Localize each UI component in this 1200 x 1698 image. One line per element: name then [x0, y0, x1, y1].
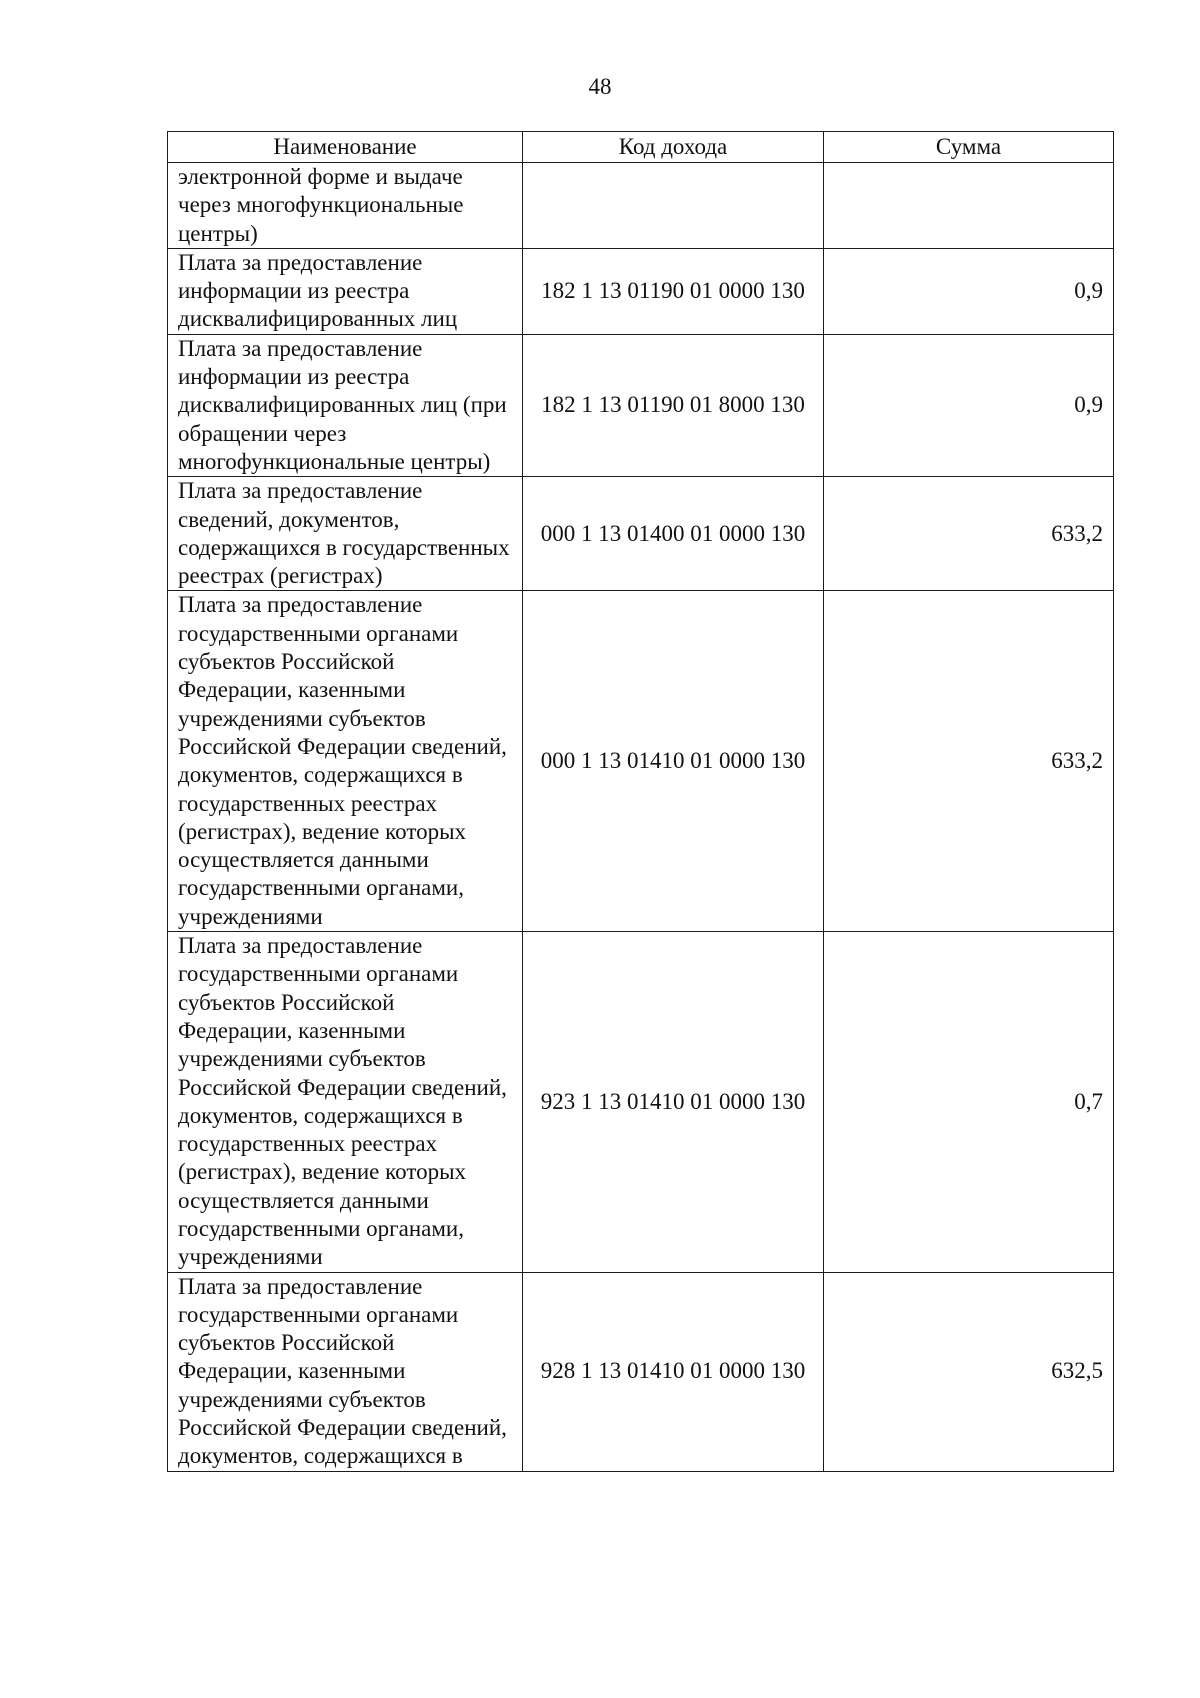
- header-code: Код дохода: [523, 132, 824, 163]
- row-code-cell: 182 1 13 01190 01 8000 130: [523, 334, 824, 476]
- row-name-cell: Плата за предоставление информации из реестра дисквалифицированных лиц (при обращении через многофункциональные центры): [168, 334, 523, 476]
- table-row: [168, 248, 1114, 334]
- table-row: [168, 591, 1114, 932]
- table-header: [168, 132, 1114, 163]
- table-row: [168, 163, 1114, 249]
- revenue-table: [167, 131, 1114, 1472]
- row-sum-cell: 0,7: [824, 932, 1114, 1273]
- table-row: [168, 932, 1114, 1273]
- page-number: 48: [588, 74, 612, 99]
- row-code-cell: [523, 163, 824, 249]
- row-name-cell: Плата за предоставление сведений, документов, содержащихся в государственных реестрах (регистрах): [168, 477, 523, 591]
- row-name-cell: Плата за предоставление государственными органами субъектов Российской Федерации, казенными учреждениями субъектов Российской Федерации сведений, документов, содержащихся в государственных реестрах (регистрах), ведение которых осуществляется данными государственными органами, учреждениями: [168, 591, 523, 932]
- row-code-cell: 000 1 13 01410 01 0000 130: [523, 591, 824, 932]
- row-sum-cell: 0,9: [824, 248, 1114, 334]
- row-sum-cell: 0,9: [824, 334, 1114, 476]
- row-name-cell: Плата за предоставление информации из реестра дисквалифицированных лиц: [168, 248, 523, 334]
- row-name-cell: Плата за предоставление государственными органами субъектов Российской Федерации, казенными учреждениями субъектов Российской Федерации сведений, документов, содержащихся в государственных реестрах (регистрах), ведение которых осуществляется данными государственными органами, учреждениями: [168, 932, 523, 1273]
- row-sum-cell: [824, 163, 1114, 249]
- row-name-cell: электронной форме и выдаче через многофункциональные центры): [168, 163, 523, 249]
- row-sum-cell: 632,5: [824, 1272, 1114, 1471]
- table-row: [168, 1272, 1114, 1471]
- table-row: [168, 334, 1114, 476]
- table-body: [168, 163, 1114, 1472]
- row-sum-cell: 633,2: [824, 591, 1114, 932]
- row-sum-cell: 633,2: [824, 477, 1114, 591]
- header-row: [168, 132, 1114, 163]
- header-name: Наименование: [168, 132, 523, 163]
- row-code-cell: 923 1 13 01410 01 0000 130: [523, 932, 824, 1273]
- row-code-cell: 000 1 13 01400 01 0000 130: [523, 477, 824, 591]
- row-code-cell: 928 1 13 01410 01 0000 130: [523, 1272, 824, 1471]
- row-name-cell: Плата за предоставление государственными органами субъектов Российской Федерации, казенными учреждениями субъектов Российской Федерации сведений, документов, содержащихся в: [168, 1272, 523, 1471]
- row-code-cell: 182 1 13 01190 01 0000 130: [523, 248, 824, 334]
- header-sum: Сумма: [824, 132, 1114, 163]
- table-row: [168, 477, 1114, 591]
